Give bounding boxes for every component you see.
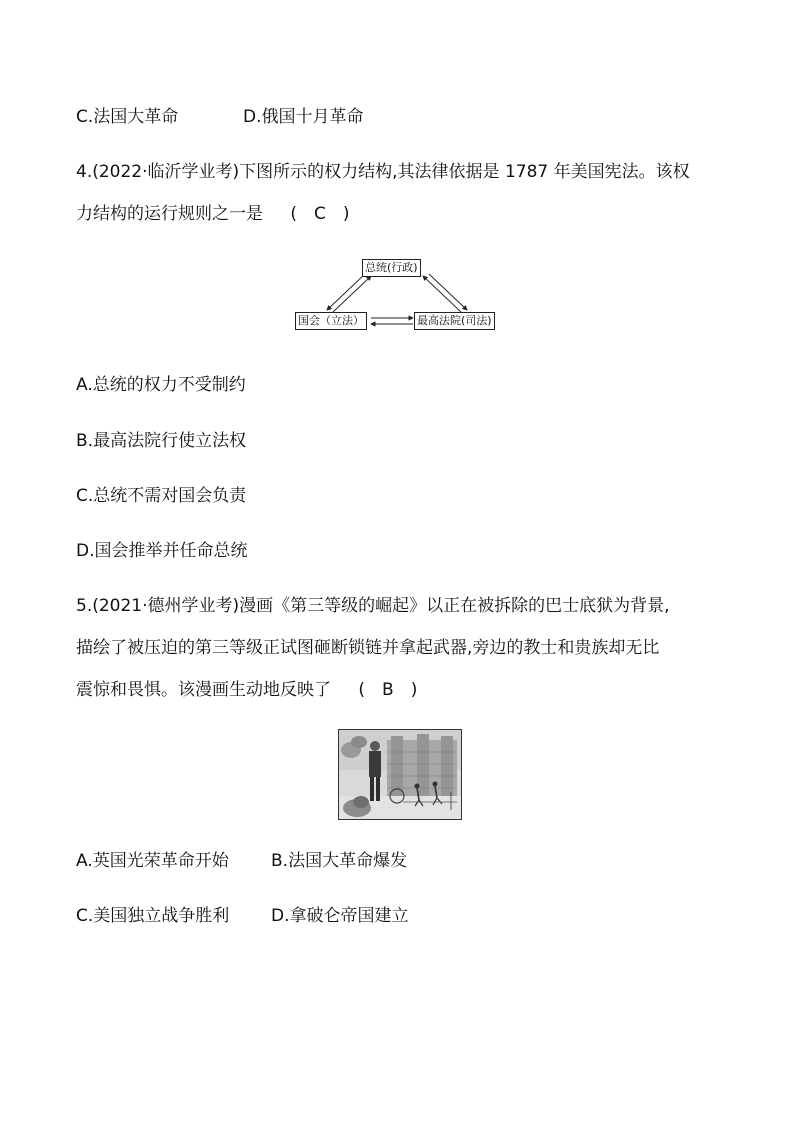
q4-option-c: C.总统不需对国会负责: [76, 486, 247, 506]
q4-option-a: A.总统的权力不受制约: [76, 375, 246, 395]
diagram-box-congress: 国会（立法）: [295, 312, 367, 330]
diagram-box-court: 最高法院(司法): [414, 312, 495, 330]
q5-stem-line2: 描绘了被压迫的第三等级正试图砸断锁链并拿起武器,旁边的教士和贵族却无比: [76, 638, 660, 658]
q5-stem-line3: [76, 680, 417, 700]
q4-option-b: B.最高法院行使立法权: [76, 431, 247, 451]
q4-option-d: D.国会推举并任命总统: [76, 541, 248, 561]
q4-stem-line1: 4.(2022·临沂学业考)下图所示的权力结构,其法律依据是 1787 年美国宪法。该权: [76, 162, 690, 182]
arrow-court-to-president: [423, 276, 461, 312]
q5-stem-line1: 5.(2021·德州学业考)漫画《第三等级的崛起》以正在被拆除的巴士底狱为背景,: [76, 596, 670, 616]
cartoon-illustration: [339, 730, 461, 819]
q5-stem-text: 震惊和畏惧。该漫画生动地反映了: [76, 680, 331, 700]
diagram-box-president: 总统(行政): [362, 259, 421, 277]
q5-option-b: B.法国大革命爆发: [271, 851, 408, 871]
q5-option-a: A.英国光荣革命开始: [76, 851, 229, 871]
q5-answer: ( B ): [358, 680, 418, 700]
power-structure-diagram: [295, 258, 503, 332]
q5-option-d: D.拿破仑帝国建立: [271, 906, 409, 926]
q4-stem-text: 力结构的运行规则之一是: [76, 204, 263, 224]
q5-option-c: C.美国独立战争胜利: [76, 906, 230, 926]
q4-answer: ( C ): [290, 204, 350, 224]
q3-option-c: C.法国大革命: [76, 107, 179, 127]
arrow-president-to-court: [429, 274, 467, 310]
q4-stem-line2: [76, 204, 350, 224]
third-estate-cartoon-image: [338, 729, 462, 820]
arrow-president-to-congress: [327, 274, 365, 310]
arrow-congress-to-president: [333, 276, 371, 312]
q3-option-d: D.俄国十月革命: [243, 107, 364, 127]
